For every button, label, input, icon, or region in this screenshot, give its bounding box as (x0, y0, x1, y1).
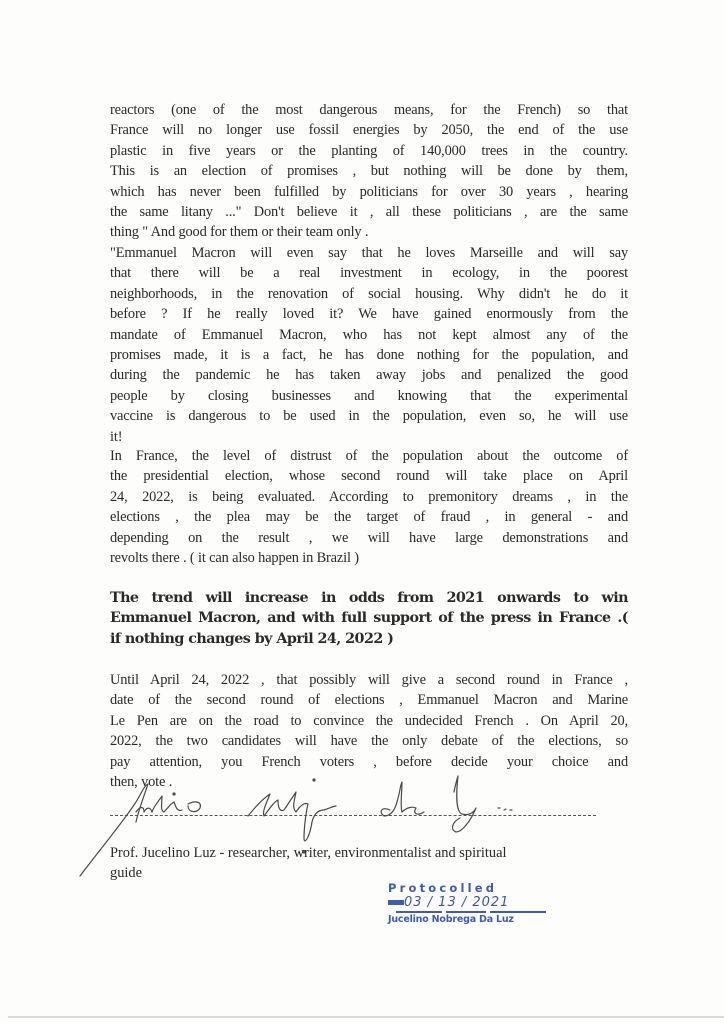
stamp-date: 03 / 13 / 2021 (404, 895, 510, 910)
text-line: depending on the result , we will have large demonstrations and (110, 529, 628, 546)
author-line: Prof. Jucelino Luz - researcher, writer, environmentalist and spiritual (110, 845, 507, 861)
text-line: promises made, it is a fact, he has done nothing for the population, and (110, 347, 628, 364)
text-line: elections , the plea may be the target of fraud , in general - and (110, 509, 628, 526)
text-line: This is an election of promises , but nothing will be done by them, (110, 163, 628, 180)
text-line: which has never been fulfilled by politicians for over 30 years , hearing (110, 183, 628, 200)
text-line: reactors (one of the most dangerous means, for the French) so that (110, 102, 628, 118)
text-line: the same litany ..." Don't believe it , all these politicians , are the same (110, 204, 628, 221)
paragraph-macron-marseille (110, 243, 628, 447)
text-line: France will no longer use fossil energies by 2050, the end of the use (110, 122, 628, 139)
stamp-underline (490, 911, 546, 913)
text-line: The trend will increase in odds from 2021 onwards to win (110, 590, 628, 606)
text-line: Until April 24, 2022 , that possibly will give a second round in France , (110, 672, 628, 688)
text-line: 2022, the two candidates will have the only debate of the elections, so (110, 733, 628, 750)
text-line: during the pandemic he has taken away jobs and penalized the good (110, 367, 628, 384)
stamp-mark (388, 900, 404, 905)
text-line: then, vote . (110, 774, 173, 791)
text-line: mandate of Emmanuel Macron, who has not kept almost any of the (110, 326, 628, 343)
text-line: the presidential election, whose second round will take place on April (110, 468, 628, 485)
text-line: if nothing changes by April 24, 2022 ) (110, 630, 394, 647)
text-line: "Emmanuel Macron will even say that he loves Marseille and will say (110, 245, 628, 261)
text-line: it! (110, 428, 123, 445)
text-line: plastic in five years or the planting of 140,000 trees in the country. (110, 142, 628, 159)
text-line: that there will be a real investment in ecology, in the poorest (110, 265, 628, 282)
text-line: Le Pen are on the road to convince the undecided French . On April 20, (110, 712, 628, 729)
text-line: date of the second round of elections , Emmanuel Macron and Marine (110, 692, 628, 709)
stamp-name: Jucelino Nobrega Da Luz (388, 914, 514, 925)
author-line: guide (110, 865, 142, 882)
text-line: revolts there . ( it can also happen in Brazil ) (110, 550, 359, 567)
paragraph-trend-bold (110, 588, 628, 649)
text-line: 24, 2022, is being evaluated. According to premonitory dreams , in the (110, 488, 628, 505)
paragraph-reactors (110, 100, 628, 243)
text-line: people by closing businesses and knowing that the experimental (110, 387, 628, 404)
text-line: neighborhoods, in the renovation of social housing. Why didn't he do it (110, 285, 628, 302)
text-line: before ? If he really loved it? We have gained enormously from the (110, 306, 628, 323)
paragraph-distrust (110, 446, 628, 568)
page-bottom-edge (8, 1016, 724, 1018)
text-line: Emmanuel Macron, and with full support of the press in France .( (110, 610, 628, 627)
text-line: vaccine is dangerous to be used in the population, even so, he will use (110, 408, 628, 425)
stamp-title: Protocolled (388, 881, 498, 895)
text-line: pay attention, you French voters , before decide your choice and (110, 753, 628, 770)
text-line: In France, the level of distrust of the population about the outcome of (110, 448, 628, 464)
text-line: thing " And good for them or their team only . (110, 224, 369, 241)
protocol-stamp (378, 876, 568, 938)
stamp-underline (446, 911, 486, 913)
stamp-underline (396, 911, 442, 913)
